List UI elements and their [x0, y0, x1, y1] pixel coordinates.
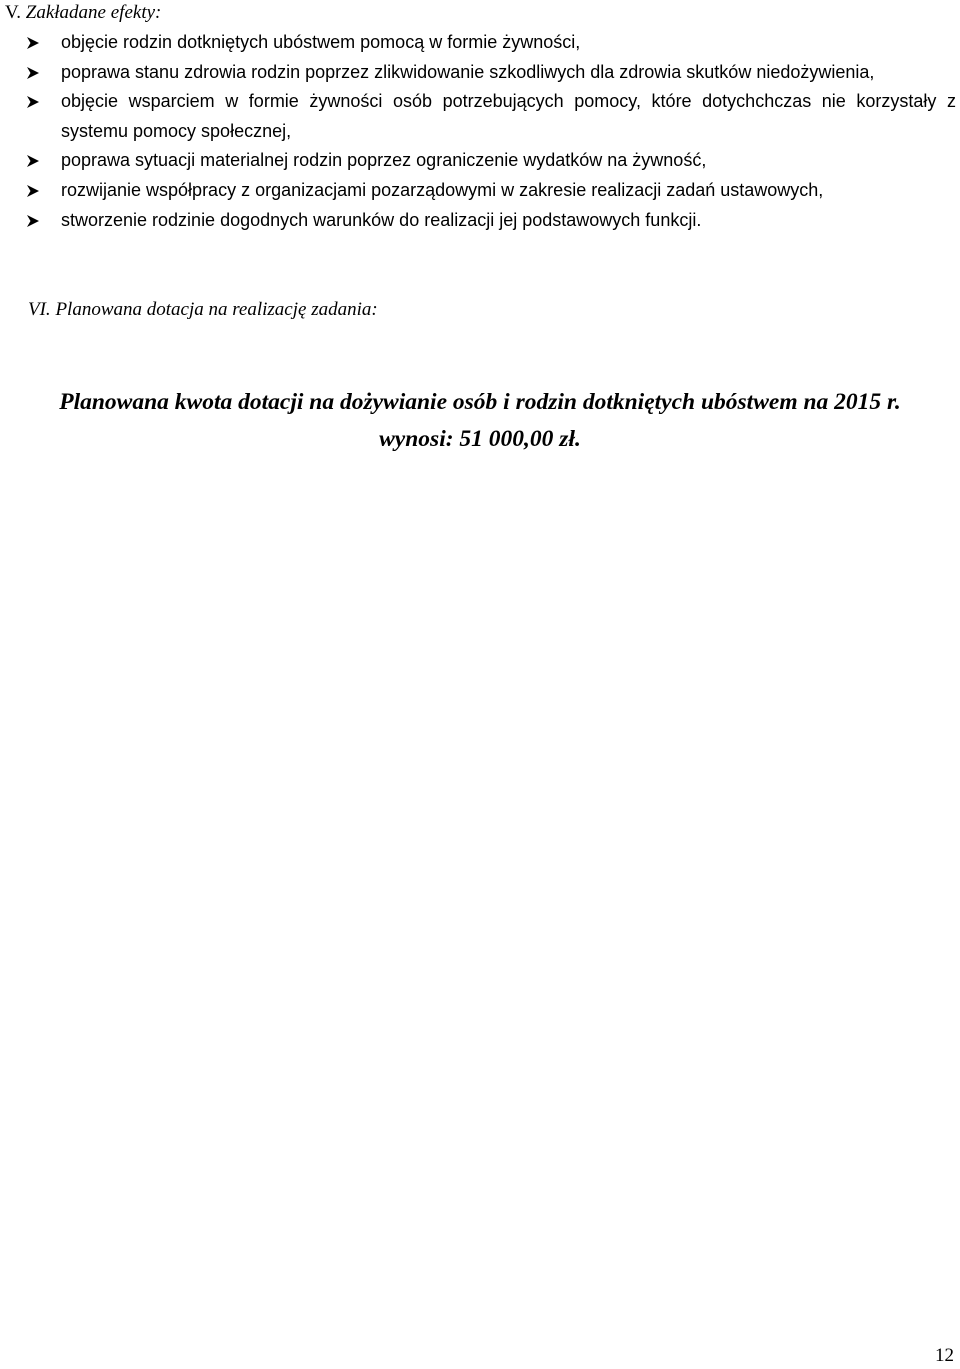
list-item [26, 87, 956, 146]
page-number: 12 [935, 1345, 954, 1366]
section-title: Zakładane efekty: [25, 2, 162, 23]
list-item-text: objęcie wsparciem w formie żywności osób potrzebujących pomocy, które dotychchczas nie korzystały z systemu pomocy społecznej, [61, 91, 956, 141]
list-item-text: stworzenie rodzinie dogodnych warunków do realizacji jej podstawowych funkcji. [61, 209, 702, 230]
section-number: VI. [28, 299, 51, 320]
list-item [26, 146, 956, 176]
list-item-text: rozwijanie współpracy z organizacjami pozarządowymi w zakresie realizacji zadań ustawowych, [61, 179, 824, 200]
list-item-text: poprawa stanu zdrowia rodzin poprzez zlikwidowanie szkodliwych dla zdrowia skutków niedożywienia, [61, 61, 875, 82]
arrowhead-bullet-icon [26, 66, 40, 80]
list-item-text: objęcie rodzin dotkniętych ubóstwem pomocą w formie żywności, [61, 32, 581, 52]
list-item [26, 28, 956, 58]
expected-effects-list [26, 28, 956, 235]
section-number: V. [5, 2, 22, 23]
grant-summary-line: Planowana kwota dotacji na dożywianie osób i rodzin dotkniętych ubóstwem na 2015 r. [59, 389, 901, 415]
arrowhead-bullet-icon [26, 154, 40, 168]
list-item [26, 176, 956, 206]
section-heading-planned-grant [28, 298, 378, 322]
list-item [26, 206, 956, 236]
arrowhead-bullet-icon [26, 36, 40, 50]
list-item-text: poprawa sytuacji materialnej rodzin poprzez ograniczenie wydatków na żywność, [61, 150, 707, 171]
arrowhead-bullet-icon [26, 184, 40, 198]
section-heading-expected-effects [5, 1, 161, 25]
arrowhead-bullet-icon [26, 95, 40, 109]
list-item [26, 58, 956, 88]
arrowhead-bullet-icon [26, 214, 40, 228]
section-title: Planowana dotacja na realizację zadania: [55, 299, 378, 320]
grant-amount-line: wynosi: 51 000,00 zł. [379, 426, 581, 452]
